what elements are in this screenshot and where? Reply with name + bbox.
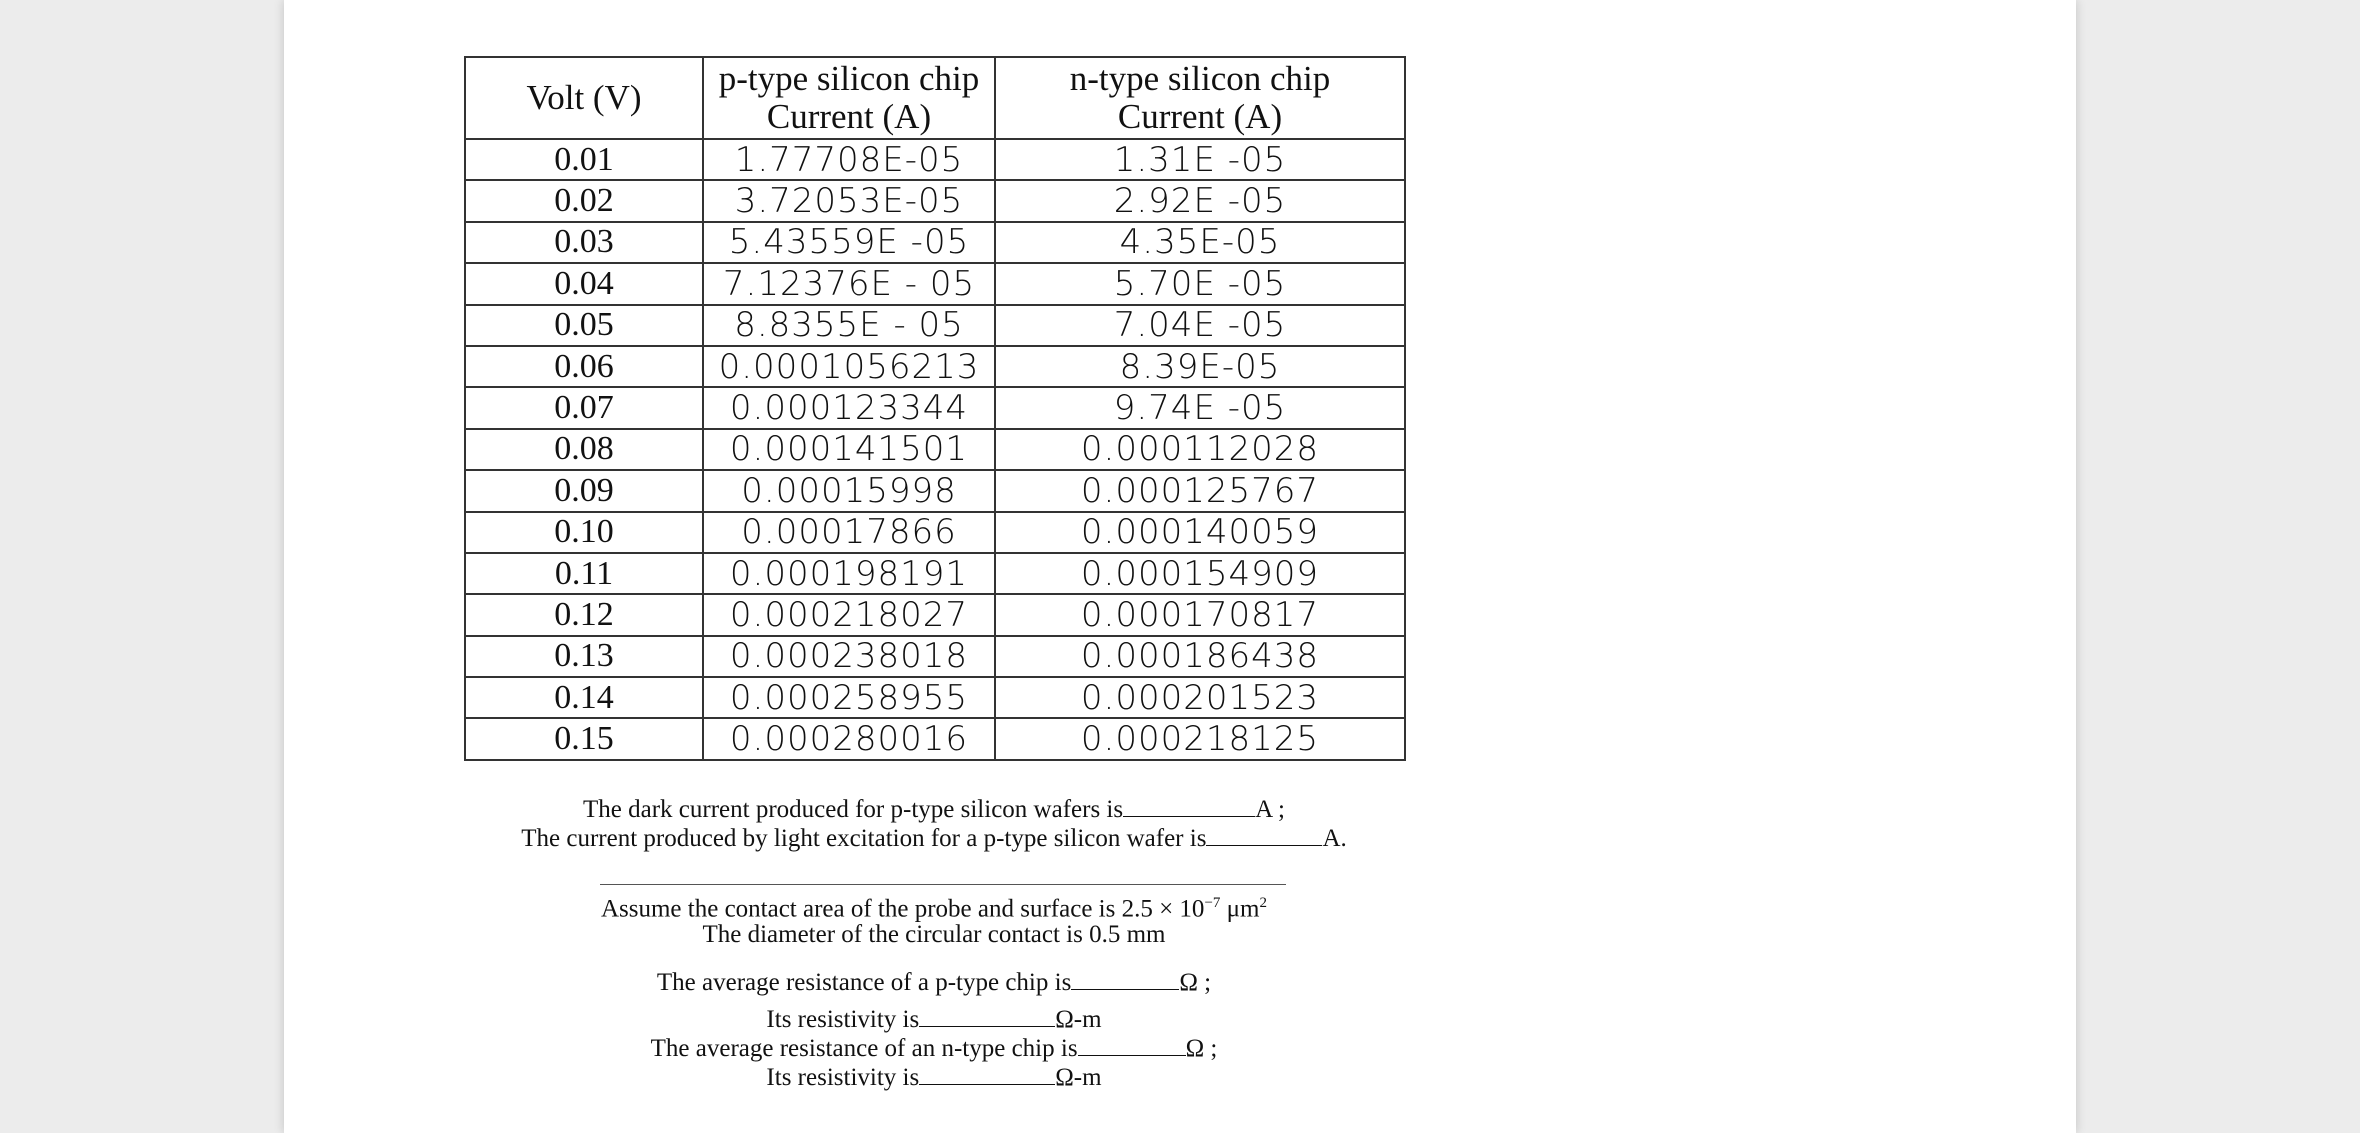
ptype-current-cell: 0.000258955 [703,677,995,718]
light-current-blank [1206,823,1322,846]
ptype-current-cell: 0.0001056213 [703,346,995,387]
volt-cell: 0.15 [465,718,703,759]
ptype-current-cell: 3.72053E-05 [703,180,995,221]
n-resistivity-question [464,1062,1404,1093]
ptype-current-cell: 5.43559E -05 [703,222,995,263]
volt-cell: 0.03 [465,222,703,263]
ntype-current-cell: 9.74E -05 [995,387,1405,428]
header-ntype-line2: Current (A) [1117,97,1283,136]
table-row [465,470,1405,511]
n-resistivity-blank [919,1062,1055,1085]
ntype-current-cell: 0.000186438 [995,636,1405,677]
table-row [465,180,1405,221]
ntype-current-cell: 7.04E -05 [995,305,1405,346]
volt-cell: 0.10 [465,512,703,553]
table-row [465,594,1405,635]
table-row [465,305,1405,346]
n-resistance-unit: Ω ; [1185,1035,1218,1062]
table-row [465,139,1405,180]
p-resistivity-question [464,1004,1404,1035]
ptype-current-cell: 0.000218027 [703,594,995,635]
ntype-current-cell: 2.92E -05 [995,180,1405,221]
volt-cell: 0.13 [465,636,703,677]
header-ntype [995,57,1405,139]
volt-cell: 0.02 [465,180,703,221]
ntype-current-cell: 1.31E -05 [995,139,1405,180]
contact-area-statement [464,888,1404,924]
volt-cell: 0.14 [465,677,703,718]
ntype-current-cell: 0.000140059 [995,512,1405,553]
volt-cell: 0.09 [465,470,703,511]
volt-cell: 0.06 [465,346,703,387]
contact-area-unit: μm [1220,895,1260,923]
contact-area-exponent: −7 [1204,895,1221,911]
ptype-current-cell: 0.000198191 [703,553,995,594]
ntype-current-cell: 0.000170817 [995,594,1405,635]
dark-current-unit: A ; [1255,796,1285,823]
document-page [284,0,2076,1133]
ntype-current-cell: 4.35E-05 [995,222,1405,263]
dark-current-blank [1123,794,1255,817]
table-row [465,222,1405,263]
table-row [465,636,1405,677]
dark-current-question [464,794,1404,825]
volt-cell: 0.11 [465,553,703,594]
current-voltage-table [464,56,1406,761]
volt-cell: 0.05 [465,305,703,346]
light-current-question [464,823,1404,854]
p-resistivity-text: Its resistivity is [766,1006,920,1033]
light-current-text: The current produced by light excitation for a p-type silicon wafer is [521,825,1207,852]
p-resistance-blank [1071,967,1179,990]
table-row [465,677,1405,718]
ntype-current-cell: 0.000112028 [995,429,1405,470]
p-resistance-text: The average resistance of a p-type chip is [656,969,1072,996]
ptype-current-cell: 7.12376E - 05 [703,263,995,304]
volt-cell: 0.12 [465,594,703,635]
ntype-current-cell: 8.39E-05 [995,346,1405,387]
ptype-current-cell: 8.8355E - 05 [703,305,995,346]
n-resistance-text: The average resistance of an n-type chip is [650,1035,1078,1062]
n-resistance-blank [1078,1033,1186,1056]
divider-line [600,884,1286,885]
ntype-current-cell: 5.70E -05 [995,263,1405,304]
table-row [465,718,1405,759]
n-resistivity-unit: Ω-m [1055,1064,1102,1091]
volt-cell: 0.07 [465,387,703,428]
contact-area-unit-exponent: 2 [1259,895,1268,911]
p-resistance-unit: Ω ; [1179,969,1212,996]
ntype-current-cell: 0.000201523 [995,677,1405,718]
volt-cell: 0.01 [465,139,703,180]
contact-area-text: Assume the contact area of the probe and surface is 2.5 × 10 [600,895,1205,923]
ptype-current-cell: 1.77708E-05 [703,139,995,180]
dark-current-text: The dark current produced for p-type silicon wafers is [583,796,1124,823]
volt-cell: 0.08 [465,429,703,470]
ptype-current-cell: 0.000123344 [703,387,995,428]
p-resistance-question [464,967,1404,998]
light-current-unit: A. [1322,825,1347,852]
ptype-current-cell: 0.000141501 [703,429,995,470]
ptype-current-cell: 0.00017866 [703,512,995,553]
ptype-current-cell: 0.000238018 [703,636,995,677]
table-row [465,429,1405,470]
ntype-current-cell: 0.000218125 [995,718,1405,759]
volt-cell: 0.04 [465,263,703,304]
table-row [465,263,1405,304]
ntype-current-cell: 0.000154909 [995,553,1405,594]
table-row [465,387,1405,428]
ntype-current-cell: 0.000125767 [995,470,1405,511]
header-ptype-line2: Current (A) [766,97,932,136]
header-ntype-line1: n-type silicon chip [1069,59,1331,98]
diameter-statement: The diameter of the circular contact is 0.5 mm [702,921,1166,948]
table-row [465,553,1405,594]
table-row [465,346,1405,387]
n-resistance-question [464,1033,1404,1064]
table-header-row [465,57,1405,139]
ptype-current-cell: 0.000280016 [703,718,995,759]
ptype-current-cell: 0.00015998 [703,470,995,511]
p-resistivity-unit: Ω-m [1055,1006,1102,1033]
table-row [465,512,1405,553]
header-volt: Volt (V) [465,57,703,139]
header-ptype [703,57,995,139]
p-resistivity-blank [919,1004,1055,1027]
n-resistivity-text: Its resistivity is [766,1064,920,1091]
header-ptype-line1: p-type silicon chip [718,59,980,98]
